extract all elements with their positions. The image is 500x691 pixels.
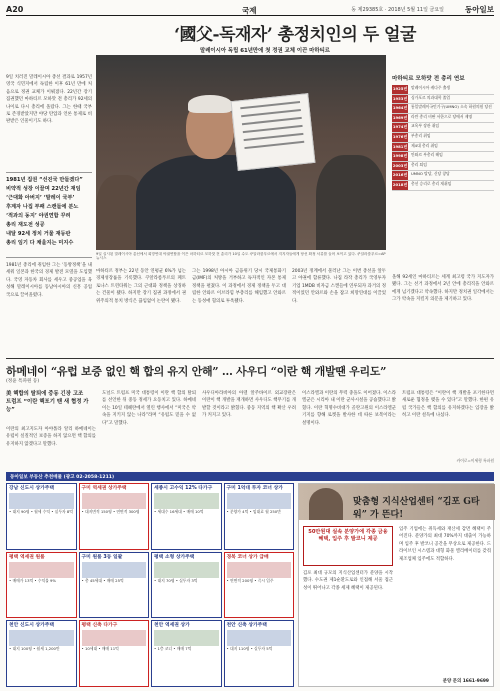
timeline-year: 1976년 (392, 133, 408, 142)
story2-column: 이스라엘과 이란의 무력 충돌도 이어졌다. 이스라엘군은 시리아 내 이란 군사시설을 공습했다고 밝혔다. 이란 혁명수비대가 골란고원의 이스라엘군 기지를 향해 로켓을 발사한 데 따른 보복이라는 설명이다. (302, 391, 396, 426)
ad-phone: 분양 문의 1661-9699 (442, 679, 489, 684)
timeline-row (392, 114, 494, 124)
ad-promo-box: 50만원대 실속 분양가에 각종 금융혜택, 입주 후 발코니 제공 (303, 526, 393, 566)
timeline-row (392, 95, 494, 105)
timeline-year: 1964년 (392, 104, 408, 113)
pullquote-line: 총리 재도전 성공 (6, 222, 45, 228)
ad-listing[interactable] (151, 483, 222, 550)
ad-listing-title: 천안 신축 상가주택 (226, 623, 267, 629)
ad-listing-photo (82, 630, 147, 646)
speaker-hair (188, 95, 232, 113)
ad-listing-photo (154, 630, 219, 646)
pullquote-line: ‘적과의 동지’ 야권연합 꾸려 (6, 213, 71, 219)
ad-listing-photo (227, 493, 292, 509)
speaker-body (136, 155, 296, 250)
page-number: A20 (6, 5, 24, 14)
ad-listing-body: • 연면적 200평 • 즉시 입주 (226, 577, 274, 583)
ad-listing[interactable] (79, 620, 150, 687)
ad-listing[interactable] (79, 483, 150, 550)
ad-person-figure (309, 488, 343, 520)
photo-caption: 9일 실시된 말레이시아 총선에서 희망연대 야권연합을 이끈 마하티르 모하맛 전 총리가 10일 수도 쿠알라룸푸르에서 지지자들에게 당선 확정 서류를 들어 보이고 있다. 쿠알라룸푸르=AP 뉴시스 (96, 252, 386, 261)
ad-listing[interactable] (224, 620, 295, 687)
story2-column: 이란의 최고지도자 아야톨라 알리 하메네이는 유럽이 실질적인 보증을 하지 않으면 핵 합의를 유지하지 않겠다고 말했다. (6, 427, 96, 447)
ad-listing-photo (82, 493, 147, 509)
ad-listing-body: • 총 45세대 • 매매 25억 (81, 577, 124, 583)
section-title: 국제 (242, 6, 257, 15)
timeline-row (392, 123, 494, 133)
ad-listing-body: • 대지 100평 • 월세 1,200만 (9, 646, 60, 652)
ad-section-bar (6, 472, 494, 481)
timeline-year: 1981년 (392, 143, 408, 152)
ad-listing[interactable] (224, 552, 295, 619)
timeline-row (392, 152, 494, 162)
ad-listing[interactable] (151, 620, 222, 687)
ad-listing-body: • 1층 코너 • 매매 7억 (154, 646, 192, 652)
ad-listing-title: 세종시 고수익 12% 다가구 (154, 486, 213, 491)
story2-subheads (6, 390, 96, 424)
ad-text: 입주 기업에는 취득세와 재산세 감면 혜택이 주어진다. 분양가의 최대 70%까지 대출이 가능하며 입주 후 발코니 공간을 무상으로 제공한다. 드라이브인 시스템과 대형 화물 엘리베이터를 갖춰 제조업체 입주에도 적합하다. (399, 527, 491, 562)
photo-title: 말레이시아 독립 61년만에 첫 정권 교체 이끈 마하티르 (200, 48, 330, 54)
ad-listing-body: • 대지 90평 • 월세 수익 • 실투자 8억 (9, 509, 73, 514)
ad-listing[interactable] (151, 552, 222, 619)
story2-column: 트럼프 대통령은 “이란이 핵 개발을 포기한다면 새로운 협정을 맺을 수 있다”고 말했다. 한편 유럽 국가들은 핵 합의를 유지하겠다는 입장을 밝히고 이란 설득에 나섰다. (402, 391, 494, 419)
ad-listing-photo (9, 493, 74, 509)
ad-listing-photo (9, 630, 74, 646)
ad-text: 김포 최대 규모의 지식산업센터가 분양을 시작했다. 수도권 제1순환도로와 인접해 서울 접근성이 뛰어나고 각종 세제 혜택이 제공된다. (303, 571, 393, 591)
article-column: 마하티르 정부는 22년 동안 연평균 6%가 넘는 경제성장률을 기록했다. 쿠알라룸푸르의 페트로나스 트윈타워는 그의 근대화 정책을 상징하는 건물이 됐다. 하지만 장기 집권 과정에서 권위주의적 통치 방식은 끊임없이 논란이 됐다. (96, 269, 186, 304)
timeline-row (392, 133, 494, 143)
pullquote-line: ‘근대화 아버지’ ‘말레이 국부’ (6, 195, 75, 201)
ad-listing-body: • 대지면적 150평 • 연면적 300평 (81, 509, 140, 514)
ad-listing-photo (154, 493, 219, 509)
pullquote-box (6, 172, 92, 258)
timeline-row (392, 85, 494, 95)
ad-listing-title: 천안 신도시 상가주택 (9, 623, 55, 629)
ad-listing-title: 평택 신축 다가구 (81, 623, 118, 629)
timeline-sidebar (392, 74, 494, 270)
timeline-event: 안와르 부총리 해임 (411, 152, 443, 158)
ad-listing-title: 구미 1억대 투자 코너 상가 (226, 486, 283, 491)
crowd-figure (316, 155, 386, 250)
timeline-event: 싱가포르 의과대학 졸업 (411, 94, 451, 100)
ad-listing-title: 평택 역세권 원룸 (9, 554, 45, 560)
timeline-row (392, 181, 494, 191)
ad-bar-title: 동아일보 부동산 추천매물 (광고 02-2058-1211) (10, 475, 115, 480)
timeline-year: 2003년 (392, 162, 408, 171)
pullquote-line: 비약적 성장 이끌며 22년간 재임 (6, 186, 81, 192)
ad-listing-photo (9, 562, 74, 578)
pullquote-line: 총리 임기 다 채울지는 미지수 (6, 240, 74, 246)
real-estate-ads (6, 483, 294, 687)
timeline-event: 제4대 총리 취임 (411, 142, 438, 148)
article-intro: 9일 치러진 말레이시아 총선 결과로 1957년 영국 식민지에서 독립한 이후 61년 만에 처음으로 정권 교체가 이뤄졌다. 22년간 장기 집권했던 마하티르 모하맛 전 총리가 92세의 나이로 다시 총리에 올랐다. 그는 한때 국부로 존경받았지만 야당 탄압과 언론 통제로 비판받은 인물이기도 하다. (6, 75, 92, 125)
story2-column: 사우디아라비아의 아델 알주바이르 외교장관은 이란이 핵 개발을 재개하면 사우디도 핵무기를 개발할 것이라고 밝혔다. 중동 지역의 핵 확산 우려가 커지고 있다. (202, 391, 296, 419)
section-divider (6, 358, 494, 359)
timeline-event: 라만 총리 비판 서한으로 당에서 제명 (411, 113, 473, 119)
timeline-list (392, 85, 494, 191)
pullquote-line: 내달 92세 정치 거물 재등판 (6, 231, 71, 237)
story2-byline: 카이로=이세형 특파원 (456, 458, 494, 463)
timeline-year: 1969년 (392, 114, 408, 123)
main-photo (96, 55, 386, 250)
timeline-event: 총선 승리로 총리 재취임 (411, 180, 452, 186)
document-held (231, 93, 316, 171)
main-headline: ‘國父-독재자’ 총정치인의 두 얼굴 (174, 25, 416, 45)
ad-listing-title: 강남 신도시 상가주택 (9, 486, 55, 491)
article-column: 2003년 정계에서 물러난 그는 이번 총선을 앞두고 야권에 합류했다. 나집 라작 총리가 국영투자기업 1MDB 비자금 스캔들에 연루되자 과거의 정적이었던 안와르와 손을 잡고 희망연대를 이끌었다. (292, 269, 386, 304)
timeline-event: 통일말레이국민기구(UMNO) 소속 하원의원 당선 (411, 104, 492, 110)
newspaper-logo: 동아일보 (465, 5, 494, 14)
ad-listing[interactable] (6, 620, 77, 687)
ad-listing-title: 구미 원룸 3동 일괄 (81, 554, 123, 560)
article-column: 1981년 총리에 취임한 그는 ‘동방정책’을 내세워 일본과 한국의 경제 발전 모델을 도입했다. 국영 자동차 회사를 세우고 중공업을 육성해 말레이시아를 동남아시아의 신흥 공업국으로 끌어올렸다. (6, 263, 92, 298)
sidebar-text: 올해 92세인 마하티르는 세계 최고령 국가 지도자가 됐다. 그는 선거 과정에서 2년 안에 총리직을 안와르에게 넘기겠다고 약속했다. 하지만 정치권 일각에서는 그가 약속을 지킬지 의문을 제기하고 있다. (392, 275, 494, 303)
sidebar-title: 마하티르 모하맛 전 총리 연보 (392, 76, 465, 82)
ad-headline: 맞춤형 지식산업센터 “김포 G타워” 가 뜬다! (353, 497, 480, 520)
ad-listing-body: • 매매가 13억 • 수익률 9% (9, 577, 57, 583)
story2-sub: (정윤 특파원 등) (6, 379, 40, 384)
page-header (6, 4, 494, 16)
timeline-year: 1953년 (392, 95, 408, 104)
ad-listing-title: 구미 역세권 상가주택 (81, 486, 127, 491)
pullquote-line: 후계자 나집 부패 스캔들에 분노 (6, 204, 79, 210)
story2-headline: 하메네이 “유럽 보증 없인 핵 합의 유지 안해” … 사우디 “이란 핵 개발땐 우리도” (6, 365, 387, 378)
ad-listing-body: • 세대수 16세대 • 매매 10억 (154, 509, 204, 514)
ad-listing-photo (82, 562, 147, 578)
ad-listing-photo (154, 562, 219, 578)
timeline-row (392, 143, 494, 153)
g-tower-ad[interactable] (298, 483, 494, 687)
timeline-year: 1998년 (392, 152, 408, 161)
subhead-line: 美 핵합의 탈퇴에 중동 긴장 고조 (6, 391, 84, 397)
ad-listing-body: • 10세대 • 매매 11억 (81, 646, 119, 652)
timeline-year: 2018년 (392, 181, 408, 190)
ad-listing-title: 경북 코너 상가 급매 (226, 554, 269, 560)
ad-listing[interactable] (224, 483, 295, 550)
story2-column: 도널드 트럼프 미국 대통령이 이란 핵 합의 탈퇴를 선언한 뒤 중동 정세가 요동치고 있다. 하메네이는 10일 테헤란에서 열린 행사에서 “미국은 약속을 지키지 않는 나라”라며 “유럽도 믿을 수 없다”고 말했다. (102, 391, 196, 426)
ad-listing[interactable] (6, 552, 77, 619)
ad-listing-body: • 분양가 4억 • 임대료 월 250만 (226, 509, 281, 514)
timeline-year: 2016년 (392, 171, 408, 180)
timeline-event: 말레이시아 케다주 출생 (411, 85, 451, 90)
timeline-event: UMNO 탈당, 신당 창당 (411, 171, 450, 177)
ad-listing-title: 천안 역세권 상가 (154, 623, 190, 629)
timeline-event: 부총리 취임 (411, 132, 431, 138)
ad-listing-body: • 대지 110평 • 실투자 5억 (226, 646, 273, 652)
ad-listing-photo (227, 630, 292, 646)
timeline-row (392, 171, 494, 181)
timeline-event: 교육부 장관 취임 (411, 123, 440, 129)
timeline-row (392, 104, 494, 114)
timeline-year: 1974년 (392, 123, 408, 132)
ad-listing[interactable] (79, 552, 150, 619)
timeline-row (392, 162, 494, 172)
ad-listing-photo (227, 562, 292, 578)
timeline-event: 총리 퇴임 (411, 161, 427, 167)
subhead-line: 트럼프 “이란 핵포기 땐 새 협정 가능” (6, 399, 89, 413)
issue-meta: 동 제29385호 · 2018년 5월 11일 금요일 (351, 7, 444, 13)
timeline-year: 1925년 (392, 85, 408, 94)
ad-listing[interactable] (6, 483, 77, 550)
ad-listing-title: 평택 소형 상가주택 (154, 554, 195, 560)
pullquote-line: 1981년 집권 “선진국 만들겠다” (6, 177, 83, 183)
article-column: 그는 1998년 아시아 금융위기 당시 국제통화기금(IMF)의 처방을 거부하고 독자적인 자본 통제 정책을 펼쳤다. 이 과정에서 경제 정책을 두고 대립한 안와르 이브라힘 부총리를 해임했고 안와르는 동성애 혐의로 투옥됐다. (192, 269, 286, 304)
ad-listing-body: • 대지 70평 • 실투자 3억 (154, 577, 198, 583)
